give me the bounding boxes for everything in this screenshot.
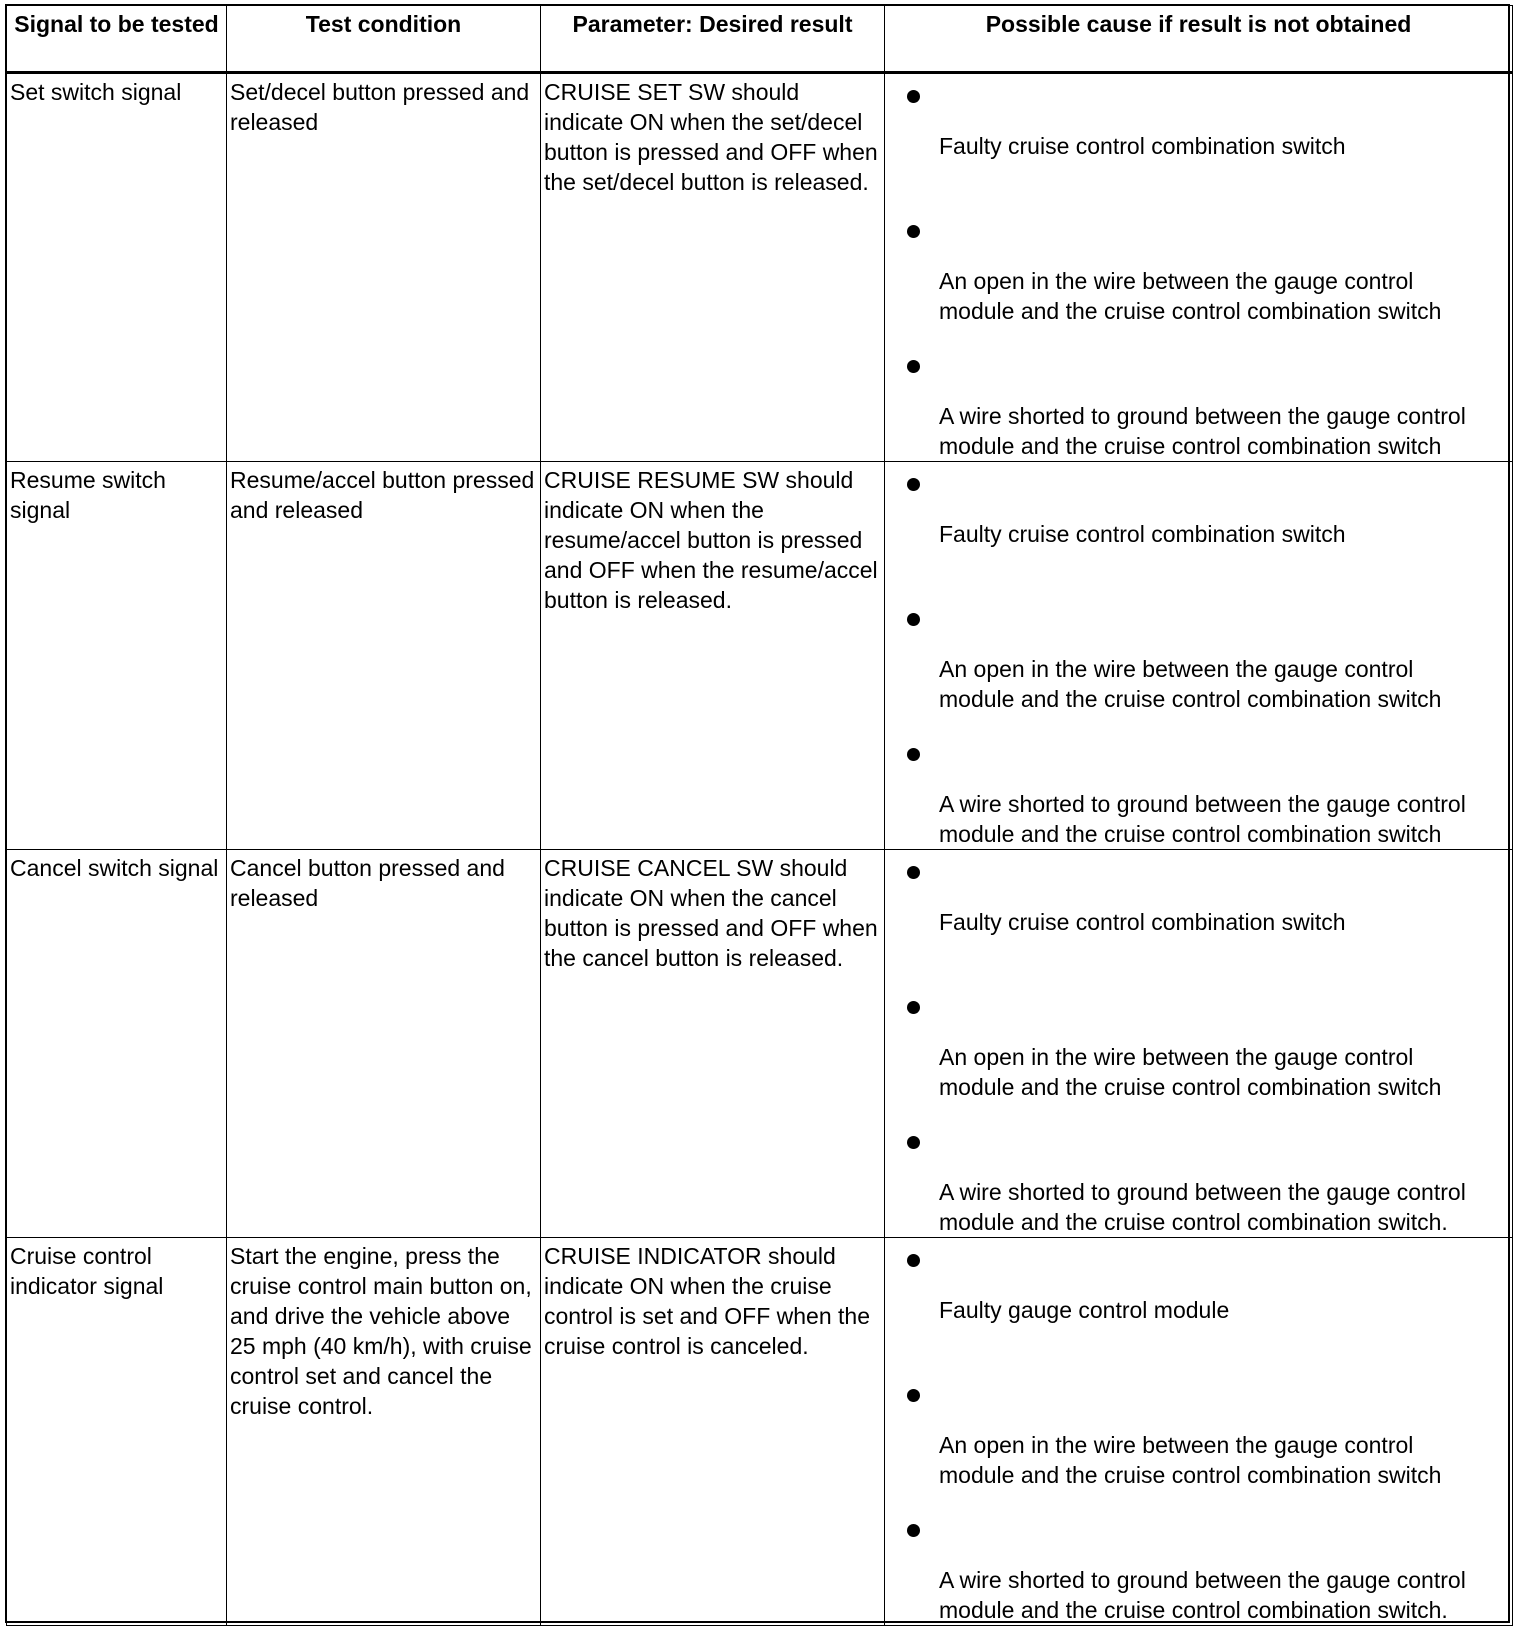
table-header [7, 6, 1513, 73]
table-row [7, 1238, 1513, 1626]
bullet-icon [907, 1136, 920, 1149]
cause-item [907, 1373, 1492, 1508]
cause-text: A wire shorted to ground between the gauge control module and the cruise control combination switch [939, 403, 1466, 459]
cause-text: Faulty cruise control combination switch [939, 521, 1346, 547]
table-row [7, 850, 1513, 1238]
cause-item [907, 1508, 1492, 1625]
signal-cell: Cruise control indicator signal [7, 1238, 227, 1626]
cause-text: An open in the wire between the gauge control module and the cruise control combination switch [939, 1432, 1442, 1488]
header-test-condition: Test condition [227, 6, 541, 73]
bullet-icon [907, 1001, 920, 1014]
header-desired-result: Parameter: Desired result [541, 6, 885, 73]
cause-text: Faulty cruise control combination switch [939, 133, 1346, 159]
cause-text: A wire shorted to ground between the gauge control module and the cruise control combination switch. [939, 1179, 1466, 1235]
cause-text: A wire shorted to ground between the gauge control module and the cruise control combination switch [939, 791, 1466, 847]
signal-cell: Resume switch signal [7, 462, 227, 850]
bullet-icon [907, 1254, 920, 1267]
result-cell: CRUISE CANCEL SW should indicate ON when the cancel button is pressed and OFF when the cancel button is released. [541, 850, 885, 1238]
cause-item [907, 597, 1492, 732]
bullet-icon [907, 748, 920, 761]
bullet-icon [907, 360, 920, 373]
condition-cell: Set/decel button pressed and released [227, 73, 541, 462]
causes-cell [885, 462, 1513, 850]
cause-item [907, 985, 1492, 1120]
cause-text: An open in the wire between the gauge control module and the cruise control combination switch [939, 268, 1442, 324]
signal-cell: Set switch signal [7, 73, 227, 462]
header-signal: Signal to be tested [7, 6, 227, 73]
cause-text: An open in the wire between the gauge control module and the cruise control combination switch [939, 656, 1442, 712]
cause-item [907, 462, 1492, 597]
cause-text: A wire shorted to ground between the gauge control module and the cruise control combination switch. [939, 1567, 1466, 1623]
bullet-icon [907, 1524, 920, 1537]
condition-cell: Start the engine, press the cruise control main button on, and drive the vehicle above 25 mph (40 km/h), with cruise control set and cancel the cruise control. [227, 1238, 541, 1626]
causes-cell [885, 850, 1513, 1238]
header-possible-cause: Possible cause if result is not obtained [885, 6, 1513, 73]
cause-item [907, 74, 1492, 209]
result-cell: CRUISE INDICATOR should indicate ON when the cruise control is set and OFF when the cruise control is canceled. [541, 1238, 885, 1626]
table-row [7, 73, 1513, 462]
bullet-icon [907, 478, 920, 491]
signal-cell: Cancel switch signal [7, 850, 227, 1238]
cause-item [907, 209, 1492, 344]
cause-text: Faulty gauge control module [939, 1297, 1230, 1323]
bullet-icon [907, 90, 920, 103]
condition-cell: Cancel button pressed and released [227, 850, 541, 1238]
diagnostic-table [6, 5, 1513, 1626]
cause-text: An open in the wire between the gauge control module and the cruise control combination switch [939, 1044, 1442, 1100]
bullet-icon [907, 613, 920, 626]
causes-cell [885, 73, 1513, 462]
causes-cell [885, 1238, 1513, 1626]
table-row [7, 462, 1513, 850]
cause-item [907, 732, 1492, 849]
bullet-icon [907, 866, 920, 879]
cause-item [907, 850, 1492, 985]
cause-item [907, 344, 1492, 461]
table-body [7, 73, 1513, 1626]
header-row [7, 6, 1513, 73]
bullet-icon [907, 1389, 920, 1402]
condition-cell: Resume/accel button pressed and released [227, 462, 541, 850]
cause-item [907, 1120, 1492, 1237]
result-cell: CRUISE SET SW should indicate ON when the set/decel button is pressed and OFF when the set/decel button is released. [541, 73, 885, 462]
bullet-icon [907, 225, 920, 238]
result-cell: CRUISE RESUME SW should indicate ON when the resume/accel button is pressed and OFF when the resume/accel button is released. [541, 462, 885, 850]
cause-item [907, 1238, 1492, 1373]
cause-text: Faulty cruise control combination switch [939, 909, 1346, 935]
